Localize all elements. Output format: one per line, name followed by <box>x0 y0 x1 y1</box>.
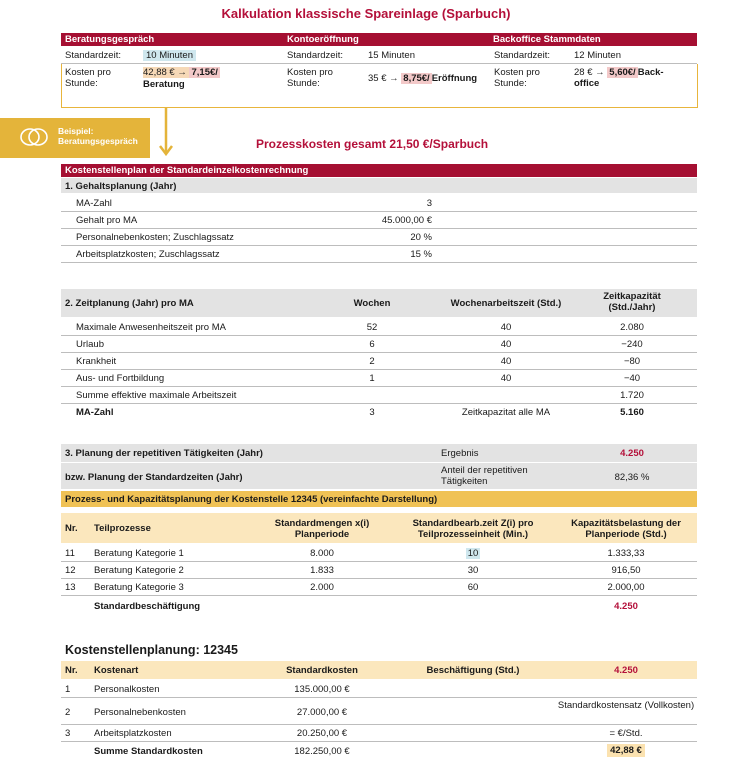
prozess-col-zeit: Standardbearb.zeit Z(i) pro Teilprozesseinheit (Min.) <box>412 518 534 540</box>
ma-row-kapazitaet: 5.160 <box>620 407 644 418</box>
prozess-row-name: Beratung Kategorie 2 <box>94 565 184 576</box>
zeit-row-kapazitaet: 1.720 <box>620 390 644 401</box>
prozess-sum-label: Standardbeschäftigung <box>94 601 201 612</box>
zeit-row-kapazitaet: −80 <box>623 356 641 367</box>
gehalt-row-value: 20 % <box>410 232 432 243</box>
gehalt-row-label: Arbeitsplatzkosten; Zuschlagssatz <box>76 249 220 260</box>
col1-cost-label: Kosten pro Stunde: <box>65 67 111 89</box>
gehalt-row-label: Personalnebenkosten; Zuschlagssatz <box>76 232 234 243</box>
prozess-col-nr: Nr. <box>65 523 78 534</box>
rep1-value: 4.250 <box>620 448 644 459</box>
col3-std-label: Standardzeit: <box>494 50 550 61</box>
col1-cost-c: Beratung <box>143 79 185 90</box>
zeit-row-label: Krankheit <box>76 356 117 367</box>
zeit-row-label: Aus- und Fortbildung <box>76 373 165 384</box>
gehalt-row-value: 15 % <box>410 249 432 260</box>
zeit-col-wochenarbeitszeit: Wochenarbeitszeit (Std.) <box>450 298 562 309</box>
planung-row-nr: 3 <box>65 728 71 739</box>
prozess-col-menge: Standardmengen x(i) Planperiode <box>274 518 370 540</box>
zeit-row-kapazitaet: −240 <box>621 339 643 350</box>
top-header-bar <box>61 33 697 46</box>
gehalt-header: 1. Gehaltsplanung (Jahr) <box>65 181 177 192</box>
prozesskosten-total: Prozesskosten gesamt 21,50 €/Sparbuch <box>256 137 489 151</box>
planung-sum-label: Summe Standardkosten <box>94 746 203 757</box>
rep2-mid: Anteil der repetitiven Tätigkeiten <box>441 465 528 487</box>
col3-cost-c: Back-office <box>574 67 664 89</box>
zeit-row-stunden: 40 <box>500 373 512 384</box>
prozess-row-kap: 1.333,33 <box>607 548 645 559</box>
ksp-header: Kostenstellenplan der Standardeinzelkostenrechnung <box>61 164 697 177</box>
planung-row-extra: = €/Std. <box>609 728 643 739</box>
zeit-header: 2. Zeitplanung (Jahr) pro MA <box>65 298 194 309</box>
prozess-row-kap: 916,50 <box>611 565 641 576</box>
prozess-row-nr: 11 <box>65 548 75 559</box>
planung-row-nr: 2 <box>65 707 71 718</box>
prozess-sum-value: 4.250 <box>614 601 638 612</box>
prozess-col-teilprozesse: Teilprozesse <box>94 523 151 534</box>
zeit-row-wochen: 2 <box>369 356 375 367</box>
prozess-row-kap: 2.000,00 <box>607 582 645 593</box>
zeit-row-stunden: 40 <box>500 356 512 367</box>
rep2-value: 82,36 % <box>614 472 650 483</box>
rep1-label: 3. Planung der repetitiven Tätigkeiten (Jahr) <box>65 448 263 459</box>
planung-row-extra: Standardkostensatz (Vollkosten) <box>557 700 695 711</box>
zeit-row-wochen: 52 <box>366 322 378 333</box>
zeit-col-wochen: Wochen <box>353 298 391 309</box>
prozess-row-zeit: 60 <box>467 582 479 593</box>
col1-header: Beratungsgespräch <box>65 34 155 45</box>
col1-cost-b: 7,15€/ <box>191 67 218 78</box>
example-callout <box>0 118 150 158</box>
col1-std-value: 10 Minuten <box>143 50 196 61</box>
zeit-row-label: Urlaub <box>76 339 104 350</box>
ma-row-label: MA-Zahl <box>76 407 114 418</box>
col1-std-label: Standardzeit: <box>65 50 121 61</box>
prozess-row-zeit: 10 <box>467 548 479 559</box>
gehalt-row-value: 45.000,00 € <box>381 215 432 226</box>
planung-col-nr: Nr. <box>65 665 78 676</box>
prozess-row-name: Beratung Kategorie 3 <box>94 582 184 593</box>
page-title: Kalkulation klassische Spareinlage (Sparbuch) <box>221 6 511 21</box>
planung-row-kosten: 27.000,00 € <box>296 707 348 718</box>
col2-cost-a: 35 € → <box>368 73 399 84</box>
col3-header: Backoffice Stammdaten <box>493 34 601 45</box>
zeit-row-wochen: 6 <box>369 339 375 350</box>
planung-row-art: Personalnebenkosten <box>94 707 186 718</box>
col3-cost-label: Kosten pro Stunde: <box>494 67 540 89</box>
planung-title: Kostenstellenplanung: 12345 <box>65 643 238 657</box>
col3-cost-b: 5,60€/ <box>609 67 636 78</box>
rep1-mid: Ergebnis <box>441 448 479 459</box>
col3-cost-a: 28 € → <box>574 67 605 78</box>
col2-cost-c: Eröffnung <box>431 73 478 84</box>
col3-std-value: 12 Minuten <box>574 50 622 61</box>
col2-header: Kontoeröffnung <box>287 34 359 45</box>
ma-row-wochen: 3 <box>369 407 375 418</box>
prozess-row-menge: 8.000 <box>310 548 334 559</box>
prozess-row-zeit: 30 <box>467 565 479 576</box>
zeit-row-kapazitaet: 2.080 <box>620 322 644 333</box>
prozess-header: Prozess- und Kapazitätsplanung der Kostenstelle 12345 (vereinfachte Darstellung) <box>65 494 438 505</box>
gehalt-row-label: Gehalt pro MA <box>76 215 138 226</box>
planung-col-standardkosten: Standardkosten <box>286 665 358 676</box>
prozess-row-name: Beratung Kategorie 1 <box>94 548 184 559</box>
example-label: Beispiel: Beratungsgespräch <box>58 126 138 146</box>
col2-std-value: 15 Minuten <box>368 50 416 61</box>
zeit-row-label: Maximale Anwesenheitszeit pro MA <box>76 322 226 333</box>
col1-cost-a: 42,88 € → <box>143 67 187 78</box>
zeit-row-kapazitaet: −40 <box>623 373 641 384</box>
chat-bubbles-icon <box>20 126 48 148</box>
zeit-col-kapazitaet: Zeitkapazität (Std./Jahr) <box>603 291 661 313</box>
zeit-row-stunden: 40 <box>500 322 512 333</box>
prozess-col-kap: Kapazitätsbelastung der Planperiode (Std.) <box>571 518 681 540</box>
col2-cost-b: 8,75€/ <box>403 73 430 84</box>
planung-col-kostenart: Kostenart <box>94 665 139 676</box>
planung-row-art: Arbeitsplatzkosten <box>94 728 172 739</box>
gehalt-row-label: MA-Zahl <box>76 198 112 209</box>
prozess-row-menge: 1.833 <box>310 565 334 576</box>
prozess-row-nr: 13 <box>65 582 76 593</box>
col2-std-label: Standardzeit: <box>287 50 343 61</box>
planung-row-kosten: 135.000,00 € <box>294 684 350 695</box>
planung-result: 42,88 € <box>607 744 645 757</box>
zeit-row-label: Summe effektive maximale Arbeitszeit <box>76 390 237 401</box>
zeit-row-wochen: 1 <box>369 373 375 384</box>
planung-sum-value: 182.250,00 € <box>294 746 350 757</box>
prozess-row-nr: 12 <box>65 565 76 576</box>
ma-row-text: Zeitkapazitat alle MA <box>461 407 551 418</box>
rep2-label: bzw. Planung der Standardzeiten (Jahr) <box>65 472 243 483</box>
arrow-down-icon <box>158 108 174 158</box>
gehalt-row-value: 3 <box>426 198 432 209</box>
planung-row-nr: 1 <box>65 684 71 695</box>
col2-cost-label: Kosten pro Stunde: <box>287 67 333 89</box>
planung-col-beschaeftigung: Beschäftigung (Std.) <box>426 665 520 676</box>
planung-row-art: Personalkosten <box>94 684 160 695</box>
prozess-row-menge: 2.000 <box>310 582 334 593</box>
planung-row-kosten: 20.250,00 € <box>296 728 348 739</box>
zeit-row-stunden: 40 <box>500 339 512 350</box>
planung-col-value: 4.250 <box>614 665 638 676</box>
